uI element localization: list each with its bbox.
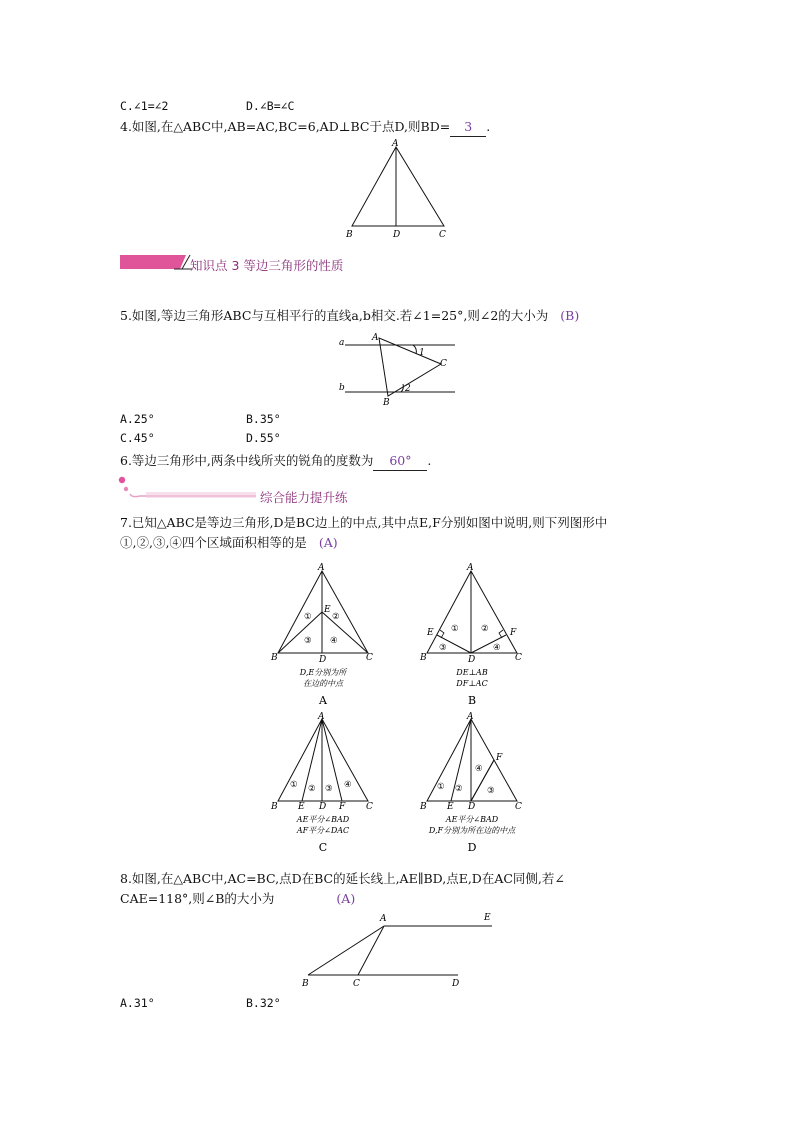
question-6-answer: 60° bbox=[373, 452, 427, 471]
question-8-option-b: B.32° bbox=[246, 996, 281, 1010]
question-7-line-2 bbox=[120, 534, 338, 552]
label-c: C bbox=[515, 802, 522, 812]
label-a: A bbox=[318, 712, 325, 722]
label-angle-1: 1 bbox=[419, 348, 425, 358]
label-e: E bbox=[484, 913, 491, 923]
question-6-end: . bbox=[427, 453, 432, 468]
label-c: C bbox=[440, 359, 447, 369]
region-1: ① bbox=[290, 780, 298, 790]
region-4: ④ bbox=[493, 643, 501, 653]
label-f: F bbox=[496, 753, 503, 763]
section-3-title: 知识点 3 等边三角形的性质 bbox=[190, 258, 344, 273]
option-d: D.∠B=∠C bbox=[246, 99, 295, 113]
figure-letter-c: C bbox=[318, 841, 328, 854]
question-7-answer: (A) bbox=[318, 535, 338, 550]
question-6-text: 6.等边三角形中,两条中线所夹的锐角的度数为 bbox=[120, 453, 374, 468]
question-8-line-1: 8.如图,在△ABC中,AC=BC,点D在BC的延长线上,AE∥BD,点E,D在AC同侧,若∠ bbox=[120, 871, 565, 886]
region-1: ① bbox=[304, 612, 312, 622]
label-a: A bbox=[318, 563, 325, 573]
question-5-option-d: D.55° bbox=[246, 431, 281, 445]
question-5-text: 5.如图,等边三角形ABC与互相平行的直线a,b相交.若∠1=25°,则∠2的大小为 bbox=[120, 308, 549, 323]
label-c: C bbox=[366, 653, 373, 663]
label-a: A bbox=[380, 914, 387, 924]
section-banner bbox=[120, 253, 192, 271]
question-8-option-a: A.31° bbox=[120, 996, 155, 1010]
region-3: ③ bbox=[325, 784, 333, 794]
caption-a-2: 在边的中点 bbox=[303, 679, 343, 688]
label-c: C bbox=[366, 802, 373, 812]
label-f: F bbox=[339, 802, 346, 812]
figure-5 bbox=[335, 328, 460, 406]
label-b: B bbox=[271, 802, 278, 812]
label-c: C bbox=[515, 653, 522, 663]
question-4-end: . bbox=[486, 119, 491, 134]
question-7-line-1: 7.已知△ABC是等边三角形,D是BC边上的中点,其中点E,F分别如图中说明,则下列图形中 bbox=[120, 515, 608, 530]
question-4-text: 4.如图,在△ABC中,AB=AC,BC=6,AD⊥BC于点D,则BD= bbox=[120, 119, 451, 134]
label-a: A bbox=[467, 563, 474, 573]
label-c: C bbox=[353, 979, 360, 988]
caption-c-1: AE平分∠BAD bbox=[296, 815, 350, 824]
comprehensive-banner bbox=[116, 474, 261, 504]
region-4: ④ bbox=[330, 636, 338, 646]
figure-letter-b: B bbox=[467, 694, 477, 707]
label-e: E bbox=[427, 628, 434, 638]
figure-letter-d: D bbox=[467, 841, 477, 854]
region-3: ③ bbox=[304, 636, 312, 646]
label-e: E bbox=[324, 605, 331, 615]
figure-7d bbox=[415, 711, 540, 861]
figure-8 bbox=[296, 908, 496, 988]
region-4: ④ bbox=[475, 764, 483, 774]
label-e: E bbox=[298, 802, 305, 812]
question-5-option-c: C.45° bbox=[120, 431, 155, 445]
question-4-answer: 3 bbox=[450, 118, 486, 137]
label-e: E bbox=[447, 802, 454, 812]
question-6 bbox=[120, 452, 431, 471]
label-b: B bbox=[420, 653, 427, 663]
label-f: F bbox=[510, 628, 517, 638]
triangle-abc bbox=[352, 147, 444, 226]
question-8-answer: (A) bbox=[336, 891, 356, 906]
question-5-option-b: B.35° bbox=[246, 412, 281, 426]
region-3: ③ bbox=[439, 643, 447, 653]
figure-7c bbox=[266, 711, 381, 861]
label-b: B bbox=[271, 653, 278, 663]
label-d: D bbox=[468, 802, 476, 812]
region-2: ② bbox=[481, 624, 489, 634]
caption-d-1: AE平分∠BAD bbox=[445, 815, 499, 824]
label-a: A bbox=[392, 139, 399, 149]
label-b: B bbox=[346, 230, 353, 240]
question-5-answer: (B) bbox=[560, 308, 580, 323]
region-2: ② bbox=[332, 612, 340, 622]
side-ac bbox=[358, 926, 384, 975]
question-5-option-a: A.25° bbox=[120, 412, 155, 426]
label-b: B bbox=[420, 802, 427, 812]
label-a-line: a bbox=[339, 338, 345, 348]
figure-7a bbox=[266, 561, 381, 711]
side-ab bbox=[308, 926, 384, 975]
region-3: ③ bbox=[487, 786, 495, 796]
caption-b-1: DE⊥AB bbox=[456, 668, 488, 677]
figure-4 bbox=[340, 138, 460, 242]
question-8-text: CAE=118°,则∠B的大小为 bbox=[120, 891, 275, 906]
label-b: B bbox=[302, 979, 309, 988]
question-5 bbox=[120, 307, 579, 325]
label-d: D bbox=[393, 230, 401, 240]
label-c: C bbox=[439, 230, 446, 240]
caption-b-2: DF⊥AC bbox=[456, 679, 488, 688]
region-1: ① bbox=[437, 782, 445, 792]
figure-letter-a: A bbox=[319, 694, 327, 707]
label-d: D bbox=[319, 802, 327, 812]
region-1: ① bbox=[451, 624, 459, 634]
label-a: A bbox=[372, 333, 379, 343]
comprehensive-title: 综合能力提升练 bbox=[260, 490, 348, 505]
question-8-line-2 bbox=[120, 890, 355, 908]
caption-d-2: D,F分别为所在边的中点 bbox=[428, 826, 516, 835]
label-d: D bbox=[319, 655, 327, 665]
caption-c-2: AF平分∠DAC bbox=[296, 826, 350, 835]
question-4 bbox=[120, 118, 490, 137]
label-d: D bbox=[452, 979, 460, 988]
label-a: A bbox=[467, 712, 474, 722]
caption-a-1: D,E分别为所 bbox=[299, 668, 347, 677]
region-4: ④ bbox=[344, 780, 352, 790]
label-b: B bbox=[383, 398, 390, 406]
figure-7b bbox=[415, 561, 530, 711]
label-d: D bbox=[468, 655, 476, 665]
region-2: ② bbox=[308, 784, 316, 794]
label-b-line: b bbox=[339, 383, 345, 393]
label-angle-2: 2 bbox=[405, 384, 411, 394]
region-2: ② bbox=[455, 784, 463, 794]
question-7-text: ①,②,③,④四个区域面积相等的是 bbox=[120, 535, 307, 550]
option-c: C.∠1=∠2 bbox=[120, 99, 169, 113]
